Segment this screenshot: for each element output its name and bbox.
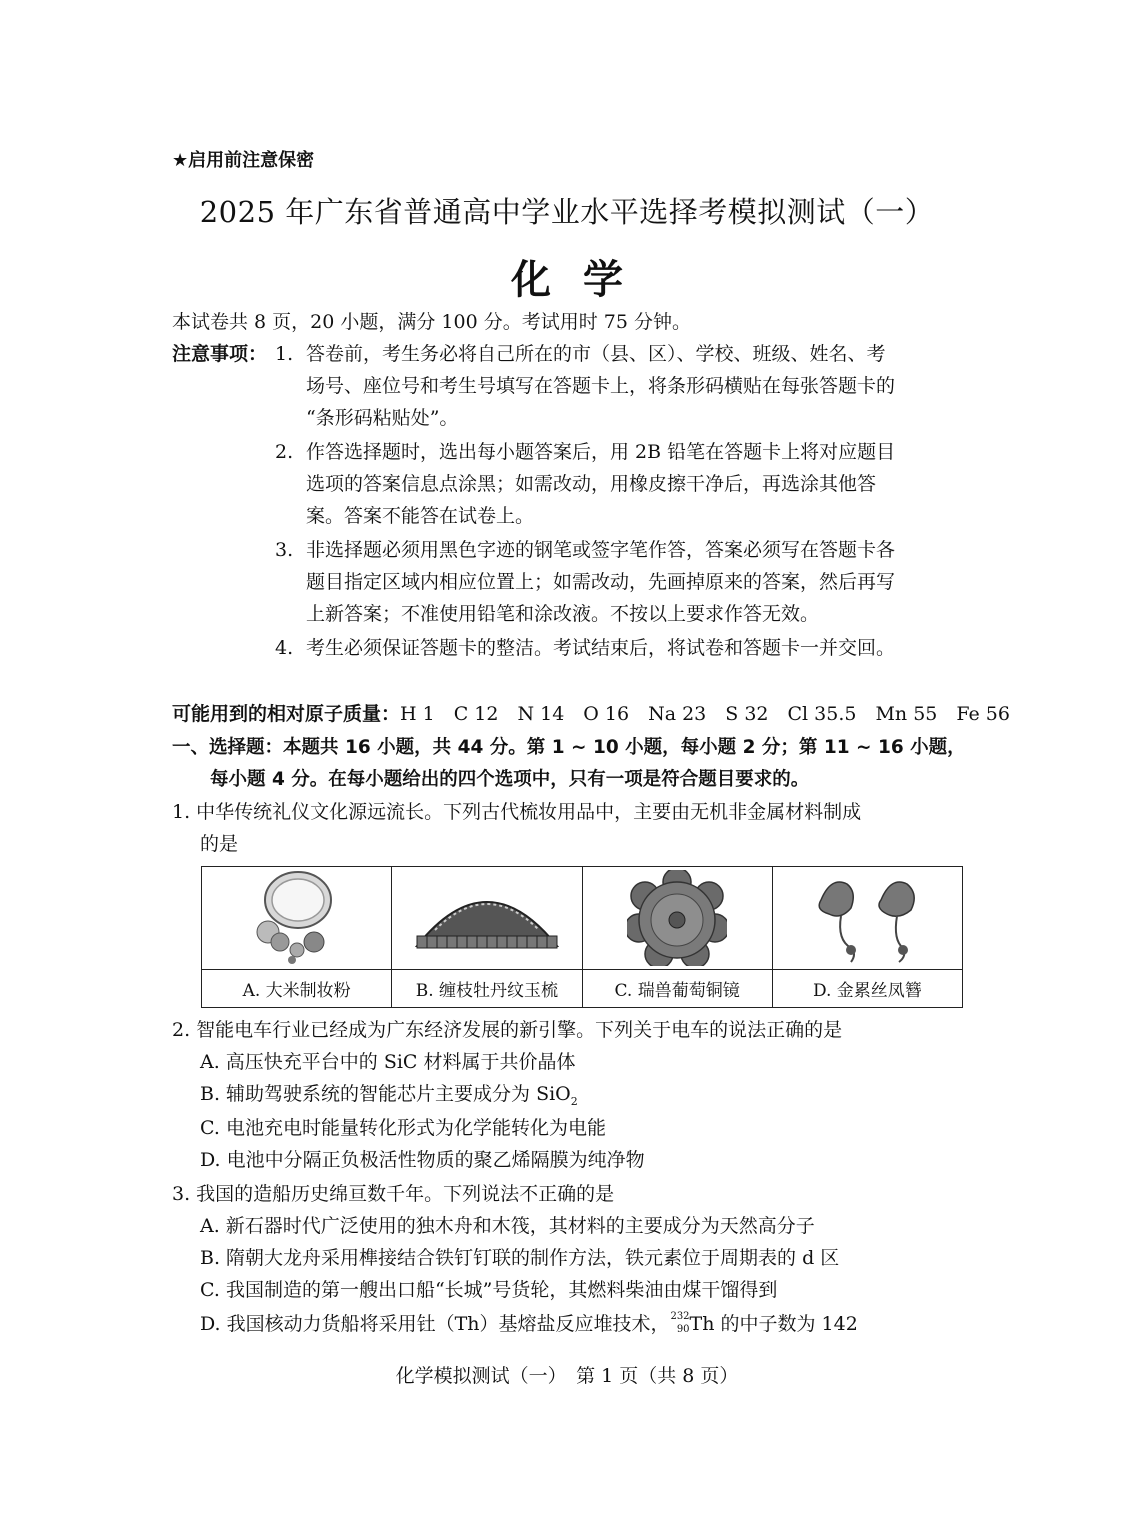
q1-image-cell-a <box>202 867 392 970</box>
exam-title: 2025 年广东省普通高中学业水平选择考模拟测试（一） <box>199 195 935 229</box>
atomic-mass-line <box>172 702 1010 726</box>
note-line: 非选择题必须用黑色字迹的钢笔或签字笔作答，答案必须写在答题卡各 <box>306 539 896 561</box>
jade-comb-image <box>407 878 567 958</box>
note-line: 题目指定区域内相应位置上；如需改动，先画掉原来的答案，然后再写 <box>306 571 896 593</box>
subject-title: 化学 <box>511 257 655 303</box>
q1-stem-cont: 的是 <box>200 833 239 855</box>
confidential-notice: ★启用前注意保密 <box>172 150 315 171</box>
q3-stem: 3. 我国的造船历史绵亘数千年。下列说法不正确的是 <box>172 1183 615 1205</box>
section-heading-line2: 每小题 4 分。在每小题给出的四个选项中，只有一项是符合题目要求的。 <box>210 769 810 790</box>
note-line: 场号、座位号和考生号填写在答题卡上，将条形码横贴在每张答题卡的 <box>306 375 896 397</box>
q1-option-c: C. 瑞兽葡萄铜镜 <box>582 970 772 1008</box>
section-heading-line1: 一、选择题：本题共 16 小题，共 44 分。第 1 ~ 10 小题，每小题 2 分；第 11 ~ 16 小题， <box>172 737 966 758</box>
powder-box-image <box>242 870 352 966</box>
q1-image-cell-d <box>772 867 962 970</box>
note-line: “条形码粘贴处”。 <box>306 407 459 429</box>
atomic-mass-label: 可能用到的相对原子质量： <box>172 703 401 725</box>
q2-option-c: C. 电池充电时能量转化形式为化学能转化为电能 <box>200 1117 606 1139</box>
page-footer: 化学模拟测试（一） 第 1 页（共 8 页） <box>395 1365 739 1387</box>
q1-stem: 1. 中华传统礼仪文化源远流长。下列古代梳妆用品中，主要由无机非金属材料制成 <box>172 801 862 823</box>
note-number: 3. <box>275 539 294 561</box>
q3-option-d-text: D. 我国核动力货船将采用钍（Th）基熔盐反应堆技术， <box>200 1313 670 1335</box>
q1-image-cell-c <box>582 867 772 970</box>
mass-number: 232 <box>670 1311 690 1322</box>
q2-option-d: D. 电池中分隔正负极活性物质的聚乙烯隔膜为纯净物 <box>200 1149 645 1171</box>
note-number: 4. <box>275 637 294 659</box>
exam-intro: 本试卷共 8 页，20 小题，满分 100 分。考试用时 75 分钟。 <box>172 311 691 333</box>
q1-option-b: B. 缠枝牡丹纹玉梳 <box>392 970 582 1008</box>
isotope-notation <box>670 1312 690 1336</box>
atomic-number: 90 <box>676 1324 690 1335</box>
q1-options-table <box>201 866 963 1008</box>
note-line: 考生必须保证答题卡的整洁。考试结束后，将试卷和答题卡一并交回。 <box>306 637 896 659</box>
q2-option-b-subscript: 2 <box>570 1094 578 1108</box>
q1-image-cell-b <box>392 867 582 970</box>
q1-option-a: A. 大米制妆粉 <box>202 970 392 1008</box>
q3-option-c: C. 我国制造的第一艘出口船“长城”号货轮，其燃料柴油由煤干馏得到 <box>200 1279 778 1301</box>
note-line: 作答选择题时，选出每小题答案后，用 2B 铅笔在答题卡上将对应题目 <box>306 441 896 463</box>
q3-option-a: A. 新石器时代广泛使用的独木舟和木筏，其材料的主要成分为天然高分子 <box>200 1215 815 1237</box>
note-number: 1. <box>275 343 294 365</box>
bronze-mirror-image <box>627 870 727 966</box>
note-line: 选项的答案信息点涂黑；如需改动，用橡皮擦干净后，再选涂其他答 <box>306 473 877 495</box>
atomic-mass-values: H 1 C 12 N 14 O 16 Na 23 S 32 Cl 35.5 Mn 55 Fe 56 <box>400 703 1010 725</box>
q1-option-d: D. 金累丝凤簪 <box>772 970 962 1008</box>
note-line: 案。答案不能答在试卷上。 <box>306 505 535 527</box>
q2-stem: 2. 智能电车行业已经成为广东经济发展的新引擎。下列关于电车的说法正确的是 <box>172 1019 843 1041</box>
q3-option-d-text-end: Th 的中子数为 142 <box>689 1313 858 1335</box>
phoenix-hairpin-image <box>807 870 927 966</box>
q2-option-b <box>200 1082 578 1114</box>
q2-option-b-text: B. 辅助驾驶系统的智能芯片主要成分为 SiO <box>200 1083 571 1105</box>
q3-option-d <box>200 1312 858 1336</box>
note-line: 上新答案；不准使用铅笔和涂改液。不按以上要求作答无效。 <box>306 603 820 625</box>
q3-option-b: B. 隋朝大龙舟采用榫接结合铁钉钉联的制作方法，铁元素位于周期表的 d 区 <box>200 1247 840 1269</box>
q2-option-a: A. 高压快充平台中的 SiC 材料属于共价晶体 <box>200 1051 576 1073</box>
note-number: 2. <box>275 441 294 463</box>
notes-label: 注意事项： <box>172 343 268 365</box>
note-line: 答卷前，考生务必将自己所在的市（县、区）、学校、班级、姓名、考 <box>306 343 886 365</box>
